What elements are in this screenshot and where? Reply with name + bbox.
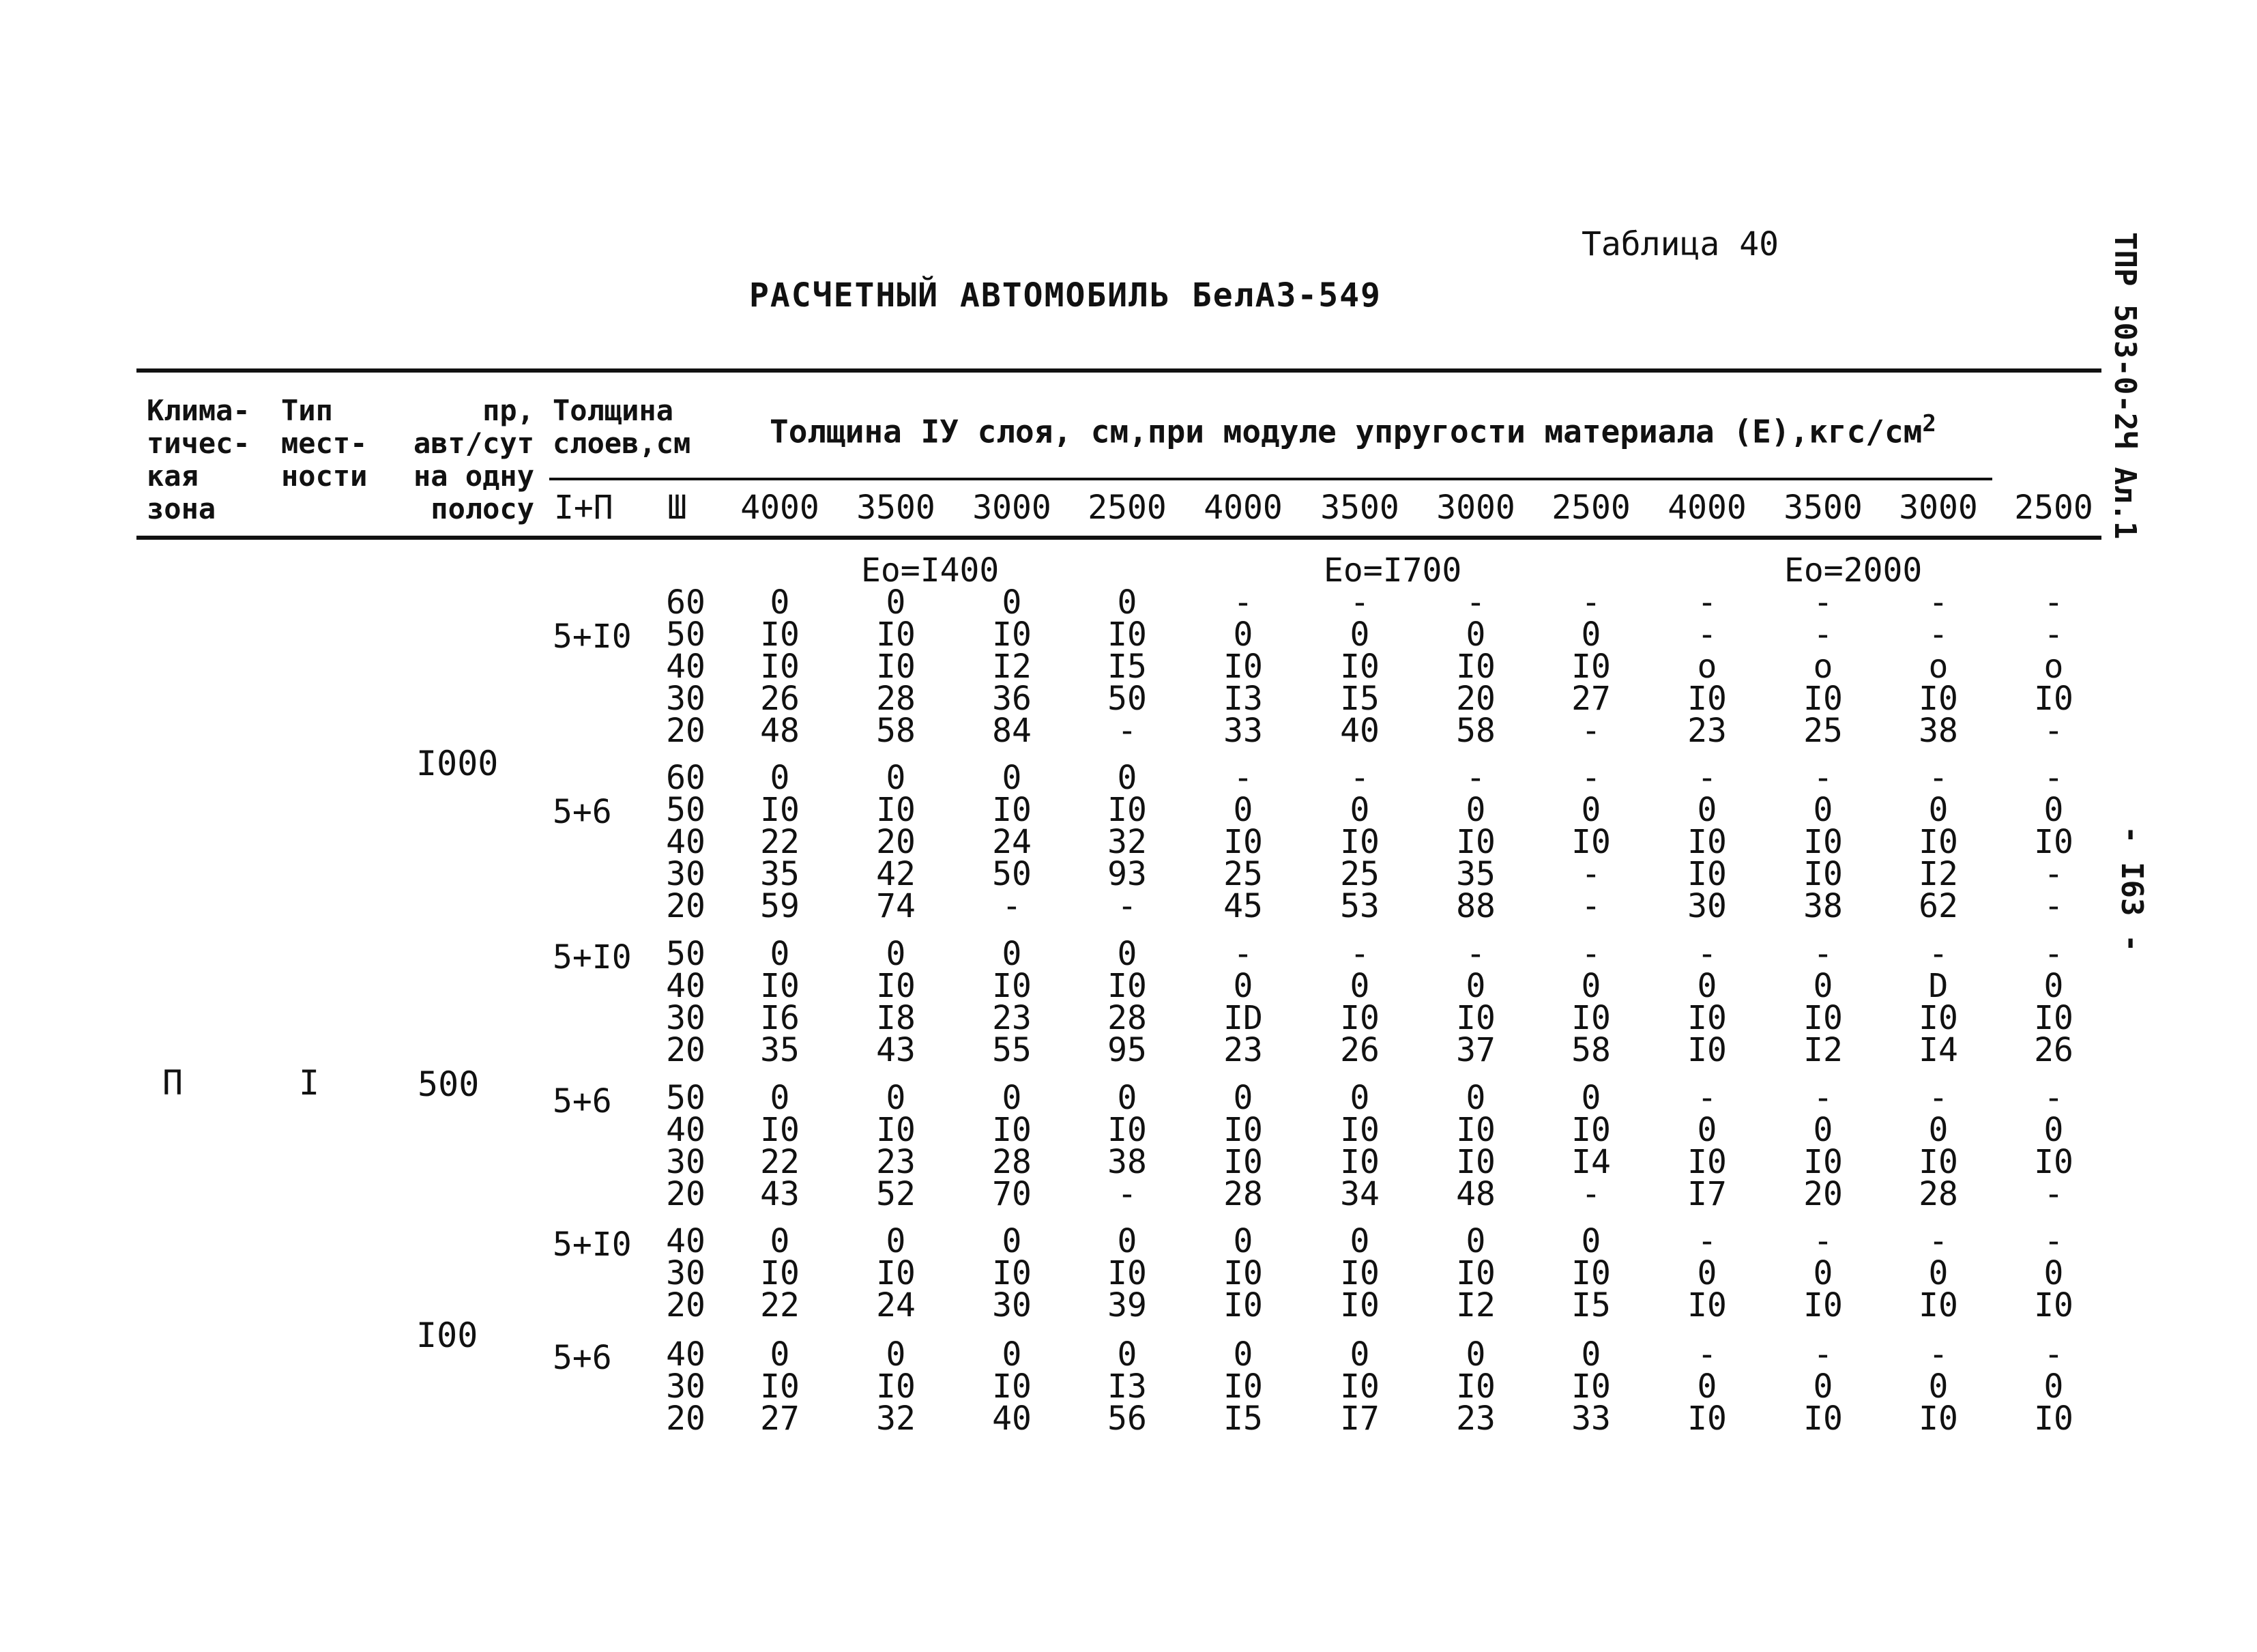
climate-zone-value: П xyxy=(162,1063,184,1103)
thickness-value-column: 0 I0 I0 xyxy=(1223,1222,1263,1324)
thickness-value-column: 0 I0 30 xyxy=(992,1222,1032,1324)
thickness-value-column: - 0 ID 23 xyxy=(1223,935,1263,1069)
thickness-value-column: 0 I0 I5 xyxy=(1571,1222,1611,1324)
modulus-header-cell: 3500 xyxy=(1783,489,1863,527)
thickness-value-column: - 0 I0 26 xyxy=(1340,935,1380,1069)
header-traffic: пр, авт/сут на одну полосу xyxy=(413,394,534,525)
modulus-header-cell: 2500 xyxy=(1088,489,1167,527)
thickness-value-column: - 0 I0 27 - xyxy=(1571,583,1611,750)
thickness-value-column: 0 I0 22 xyxy=(760,1222,800,1324)
thickness-value-column: - 0 I0 I0 38 xyxy=(1803,759,1843,925)
thickness-value-column: - - о I0 25 xyxy=(1803,583,1843,750)
modulus-header-cell: 3000 xyxy=(972,489,1051,527)
thickness-value-column: 0 I0 28 95 xyxy=(1107,935,1147,1069)
layers-thickness-value: 5+I0 xyxy=(553,1226,632,1264)
thickness-value-column: - 0 I0 xyxy=(1687,1335,1727,1438)
eo-label-1400: Eo=I400 xyxy=(861,551,1000,590)
header-top-rule xyxy=(136,368,2101,373)
thickness-value-column: 0 I0 I2 xyxy=(1456,1222,1496,1324)
layer-iii-values: 60 50 40 30 20 xyxy=(666,759,705,925)
thickness-value-column: 0 I0 I4 - xyxy=(1571,1079,1611,1213)
modulus-header-cell: 4000 xyxy=(1204,489,1283,527)
thickness-value-column: - 0 I0 - - xyxy=(1571,759,1611,925)
thickness-value-column: - - о I0 23 xyxy=(1687,583,1727,750)
thickness-value-column: 0 I0 23 xyxy=(1456,1335,1496,1438)
thickness-value-column: 0 I0 22 35 59 xyxy=(760,759,800,925)
header-layer-iii: Ш xyxy=(667,489,687,527)
thickness-value-column: 0 I0 33 xyxy=(1571,1335,1611,1438)
thickness-value-column: - 0 I0 xyxy=(2034,1222,2073,1324)
thickness-value-column: 0 I0 32 xyxy=(876,1335,916,1438)
thickness-value-column: 0 I0 38 - xyxy=(1107,1079,1147,1213)
header-terrain-type: Тип мест- ности xyxy=(281,394,368,493)
thickness-value-column: 0 I0 I0 28 xyxy=(1223,1079,1263,1213)
modulus-header-cell: 3500 xyxy=(856,489,935,527)
header-climate-zone: Клима- тичес- кая зона xyxy=(147,394,250,525)
thickness-value-column: 0 I0 I0 48 xyxy=(1456,1079,1496,1213)
thickness-value-column: 0 I0 39 xyxy=(1107,1222,1147,1324)
thickness-value-column: 0 I0 I8 43 xyxy=(876,935,916,1069)
thickness-value-column: 0 I0 I7 xyxy=(1340,1335,1380,1438)
modulus-header-cell: 4000 xyxy=(1668,489,1747,527)
thickness-value-column: - 0 I0 xyxy=(1803,1222,1843,1324)
header-bottom-rule xyxy=(136,536,2101,540)
thickness-value-column: 0 I0 I5 50 - xyxy=(1107,583,1147,750)
page-title: РАСЧЕТНЫЙ АВТОМОБИЛЬ БелАЗ-549 xyxy=(749,276,1382,315)
thickness-value-column: - 0 I0 37 xyxy=(1456,935,1496,1069)
thickness-value-column: - 0 I0 xyxy=(2034,1335,2073,1438)
modulus-header-cell: 2500 xyxy=(1552,489,1631,527)
thickness-value-column: - - о I0 38 xyxy=(1919,583,1958,750)
modulus-header-cell: 4000 xyxy=(740,489,819,527)
thickness-value-column: 0 I0 I0 xyxy=(1340,1222,1380,1324)
thickness-value-column: - 0 I0 35 88 xyxy=(1456,759,1496,925)
thickness-value-column: 0 I0 23 52 xyxy=(876,1079,916,1213)
modulus-header-cell: 3500 xyxy=(1320,489,1399,527)
table-number: Таблица 40 xyxy=(1582,225,1779,263)
thickness-value-column: 0 I0 I6 35 xyxy=(760,935,800,1069)
thickness-value-column: 0 I0 32 93 - xyxy=(1107,759,1147,925)
header-layers-i-ii: I+П xyxy=(554,489,613,527)
thickness-value-column: - 0 I0 I2 62 xyxy=(1919,759,1958,925)
thickness-value-column: 0 I0 24 xyxy=(876,1222,916,1324)
thickness-value-column: - 0 I0 - xyxy=(2034,1079,2073,1213)
thickness-value-column: - 0 I0 xyxy=(1687,1222,1727,1324)
eo-label-1700: Eo=I700 xyxy=(1324,551,1462,590)
layer-iii-values: 40 30 20 xyxy=(666,1335,705,1438)
layer-iii-values: 50 40 30 20 xyxy=(666,935,705,1069)
traffic-value-500: 500 xyxy=(418,1064,480,1104)
thickness-value-column: 0 I0 20 42 74 xyxy=(876,759,916,925)
layers-thickness-value: 5+6 xyxy=(553,793,612,831)
thickness-value-column: 0 I0 24 50 - xyxy=(992,759,1032,925)
thickness-value-column: - 0 I0 xyxy=(1919,1335,1958,1438)
layer-iii-values: 50 40 30 20 xyxy=(666,1079,705,1213)
thickness-value-column: - 0 I0 28 xyxy=(1919,1079,1958,1213)
thickness-value-column: 0 I0 28 70 xyxy=(992,1079,1032,1213)
traffic-value-1000: I000 xyxy=(416,744,499,783)
modulus-header-cell: 3000 xyxy=(1899,489,1978,527)
header-main-caption: Толщина IУ слоя, см,при модуле упругости материала $(Е),кгс/см^2$ xyxy=(770,410,1936,450)
traffic-value-100: I00 xyxy=(416,1316,478,1355)
header-layer-thickness: Толщина слоев,см xyxy=(553,394,691,460)
terrain-type-value: I xyxy=(299,1063,320,1103)
thickness-value-column: - 0 I0 I7 xyxy=(1687,1079,1727,1213)
eo-label-2000: Eo=2000 xyxy=(1784,551,1923,590)
thickness-value-column: - 0 I0 25 45 xyxy=(1223,759,1263,925)
thickness-value-column: 0 I3 56 xyxy=(1107,1335,1147,1438)
thickness-value-column: - 0 I0 I5 40 xyxy=(1340,583,1380,750)
header-mid-rule xyxy=(549,478,1992,480)
thickness-value-column: 0 I0 I0 28 58 xyxy=(876,583,916,750)
layers-thickness-value: 5+6 xyxy=(553,1082,612,1120)
thickness-value-column: 0 I0 I2 36 84 xyxy=(992,583,1032,750)
thickness-value-column: 0 I0 22 43 xyxy=(760,1079,800,1213)
thickness-value-column: - 0 I0 I2 xyxy=(1803,935,1843,1069)
thickness-value-column: - 0 I0 xyxy=(1919,1222,1958,1324)
thickness-value-column: 0 I0 I5 xyxy=(1223,1335,1263,1438)
layers-thickness-value: 5+6 xyxy=(553,1339,612,1377)
layers-thickness-value: 5+I0 xyxy=(553,938,632,976)
side-page-number: - I63 - xyxy=(2114,826,2149,953)
layers-thickness-value: 5+I0 xyxy=(553,618,632,656)
thickness-value-column: 0 I0 I0 26 48 xyxy=(760,583,800,750)
thickness-value-column: - 0 I0 I0 xyxy=(1687,935,1727,1069)
thickness-value-column: - - о I0 - xyxy=(2034,583,2073,750)
thickness-value-column: - 0 I0 I0 30 xyxy=(1687,759,1727,925)
thickness-value-column: - 0 I0 26 xyxy=(2034,935,2073,1069)
thickness-value-column: - 0 I0 I3 33 xyxy=(1223,583,1263,750)
thickness-value-column: 0 I0 23 55 xyxy=(992,935,1032,1069)
layer-iii-values: 60 50 40 30 20 xyxy=(666,583,705,750)
side-document-code: ТПР 503-0-2Ч Ал.1 xyxy=(2108,232,2142,540)
thickness-value-column: - 0 I0 xyxy=(1803,1335,1843,1438)
thickness-value-column: 0 I0 27 xyxy=(760,1335,800,1438)
thickness-value-column: - 0 I0 20 xyxy=(1803,1079,1843,1213)
thickness-value-column: 0 I0 40 xyxy=(992,1335,1032,1438)
thickness-value-column: - D I0 I4 xyxy=(1919,935,1958,1069)
modulus-header-cell: 2500 xyxy=(2014,489,2093,527)
thickness-value-column: - 0 I0 58 xyxy=(1571,935,1611,1069)
thickness-value-column: - 0 I0 25 53 xyxy=(1340,759,1380,925)
thickness-value-column: 0 I0 I0 34 xyxy=(1340,1079,1380,1213)
thickness-value-column: - 0 I0 20 58 xyxy=(1456,583,1496,750)
thickness-value-column: - 0 I0 - - xyxy=(2034,759,2073,925)
modulus-header-cell: 3000 xyxy=(1436,489,1515,527)
layer-iii-values: 40 30 20 xyxy=(666,1222,705,1324)
